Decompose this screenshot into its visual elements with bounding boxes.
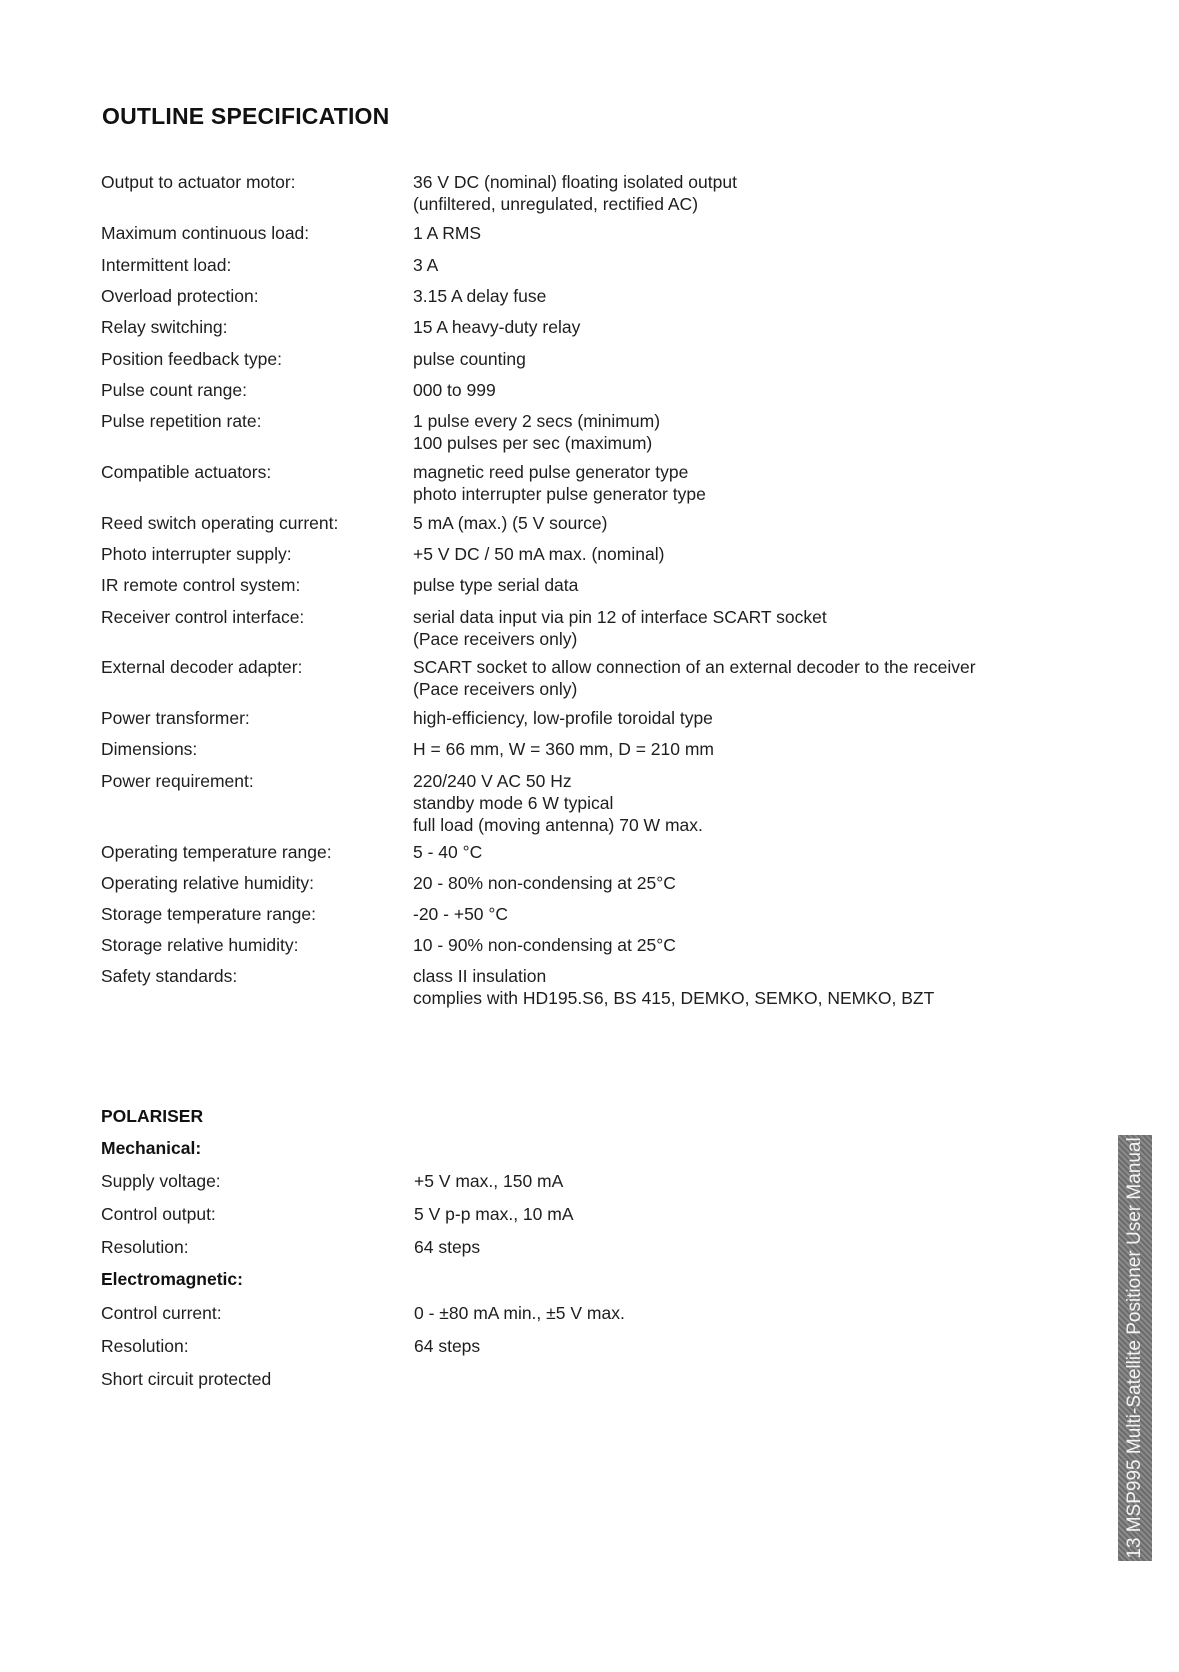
spec-label: Storage relative humidity: [101, 935, 299, 955]
polariser-heading: POLARISER [101, 1106, 204, 1126]
polariser-label: Supply voltage: [101, 1171, 221, 1191]
spec-label: Power requirement: [101, 771, 254, 791]
spec-label: Relay switching: [101, 317, 228, 337]
spec-label: Safety standards: [101, 966, 238, 986]
spec-value [413, 171, 1053, 215]
spec-value [413, 574, 1053, 596]
spec-value [413, 965, 1053, 1009]
polariser-label: Resolution: [101, 1237, 189, 1257]
polariser-label: Control output: [101, 1204, 216, 1224]
spec-label: Receiver control interface: [101, 607, 305, 627]
spec-label: Dimensions: [101, 739, 198, 759]
spec-label: Storage temperature range: [101, 904, 316, 924]
spec-label: Power transformer: [101, 708, 250, 728]
spec-value-line: 1 A RMS [413, 223, 482, 243]
spec-value-line: 10 - 90% non-condensing at 25°C [413, 935, 676, 955]
mechanical-heading: Mechanical: [101, 1138, 202, 1158]
spec-value-line: magnetic reed pulse generator type [413, 462, 689, 482]
spec-value [413, 543, 1053, 565]
spec-value-line: H = 66 mm, W = 360 mm, D = 210 mm [413, 739, 714, 759]
spec-value-line: (unfiltered, unregulated, rectified AC) [413, 194, 699, 214]
spec-value-line: (Pace receivers only) [413, 679, 578, 699]
spec-value-line: 5 - 40 °C [413, 842, 483, 862]
spec-label: Overload protection: [101, 286, 259, 306]
spec-label: Operating temperature range: [101, 842, 332, 862]
polariser-value: 64 steps [414, 1237, 481, 1257]
spec-value [413, 222, 1053, 244]
page-title: OUTLINE SPECIFICATION [102, 103, 390, 129]
polariser-value: 5 V p-p max., 10 mA [414, 1204, 574, 1224]
spec-value-line: 3 A [413, 255, 439, 275]
spec-value-line: high-efficiency, low-profile toroidal type [413, 708, 713, 728]
spec-value [413, 410, 1053, 454]
spec-value-line: 100 pulses per sec (maximum) [413, 433, 653, 453]
spec-value [413, 934, 1053, 956]
spec-value-line: 000 to 999 [413, 380, 496, 400]
spec-label: Pulse count range: [101, 380, 247, 400]
side-tab-text: 13 MSP995 Multi-Satellite Positioner User Manual [1124, 1137, 1145, 1559]
spec-label: Position feedback type: [101, 349, 282, 369]
side-tab [1118, 1135, 1152, 1561]
spec-label: Intermittent load: [101, 255, 232, 275]
polariser-label: Control current: [101, 1303, 222, 1323]
spec-value [413, 316, 1053, 338]
spec-label: Maximum continuous load: [101, 223, 310, 243]
spec-value-line: SCART socket to allow connection of an external decoder to the receiver [413, 657, 976, 677]
spec-value-line: 20 - 80% non-condensing at 25°C [413, 873, 676, 893]
spec-value-line: 220/240 V AC 50 Hz [413, 771, 572, 791]
spec-value [413, 379, 1053, 401]
spec-value [413, 872, 1053, 894]
spec-value [413, 903, 1053, 925]
spec-value [413, 770, 1053, 836]
spec-value [413, 285, 1053, 307]
spec-value-line: -20 - +50 °C [413, 904, 509, 924]
spec-label: Photo interrupter supply: [101, 544, 292, 564]
spec-value-line: 1 pulse every 2 secs (minimum) [413, 411, 661, 431]
spec-value-line: full load (moving antenna) 70 W max. [413, 815, 703, 835]
spec-value-line: photo interrupter pulse generator type [413, 484, 706, 504]
spec-value-line: 3.15 A delay fuse [413, 286, 547, 306]
spec-label: Reed switch operating current: [101, 513, 339, 533]
spec-value-line: +5 V DC / 50 mA max. (nominal) [413, 544, 665, 564]
spec-value-line: pulse type serial data [413, 575, 579, 595]
spec-value [413, 738, 1053, 760]
spec-value-line: (Pace receivers only) [413, 629, 578, 649]
spec-value-line: serial data input via pin 12 of interface SCART socket [413, 607, 827, 627]
spec-label: Pulse repetition rate: [101, 411, 262, 431]
spec-label: Output to actuator motor: [101, 172, 296, 192]
spec-value-line: 36 V DC (nominal) floating isolated output [413, 172, 737, 192]
polariser-value: +5 V max., 150 mA [414, 1171, 564, 1191]
polariser-value: 0 - ±80 mA min., ±5 V max. [414, 1303, 625, 1323]
polariser-value: 64 steps [414, 1336, 481, 1356]
spec-value [413, 606, 1053, 650]
spec-label: Operating relative humidity: [101, 873, 315, 893]
polariser-label: Resolution: [101, 1336, 189, 1356]
spec-value [413, 461, 1053, 505]
spec-value [413, 512, 1053, 534]
spec-value-line: standby mode 6 W typical [413, 793, 614, 813]
spec-value-line: 5 mA (max.) (5 V source) [413, 513, 608, 533]
polariser-label: Short circuit protected [101, 1369, 272, 1389]
spec-label: IR remote control system: [101, 575, 301, 595]
spec-value-line: 15 A heavy-duty relay [413, 317, 581, 337]
spec-value-line: complies with HD195.S6, BS 415, DEMKO, SEMKO, NEMKO, BZT [413, 988, 935, 1008]
spec-label: External decoder adapter: [101, 657, 303, 677]
spec-value [413, 254, 1053, 276]
spec-value [413, 348, 1053, 370]
spec-value-line: pulse counting [413, 349, 526, 369]
spec-value-line: class II insulation [413, 966, 547, 986]
electromagnetic-heading: Electromagnetic: [101, 1269, 243, 1289]
spec-value [413, 707, 1053, 729]
spec-value [413, 656, 1053, 700]
spec-value [413, 841, 1053, 863]
spec-label: Compatible actuators: [101, 462, 272, 482]
